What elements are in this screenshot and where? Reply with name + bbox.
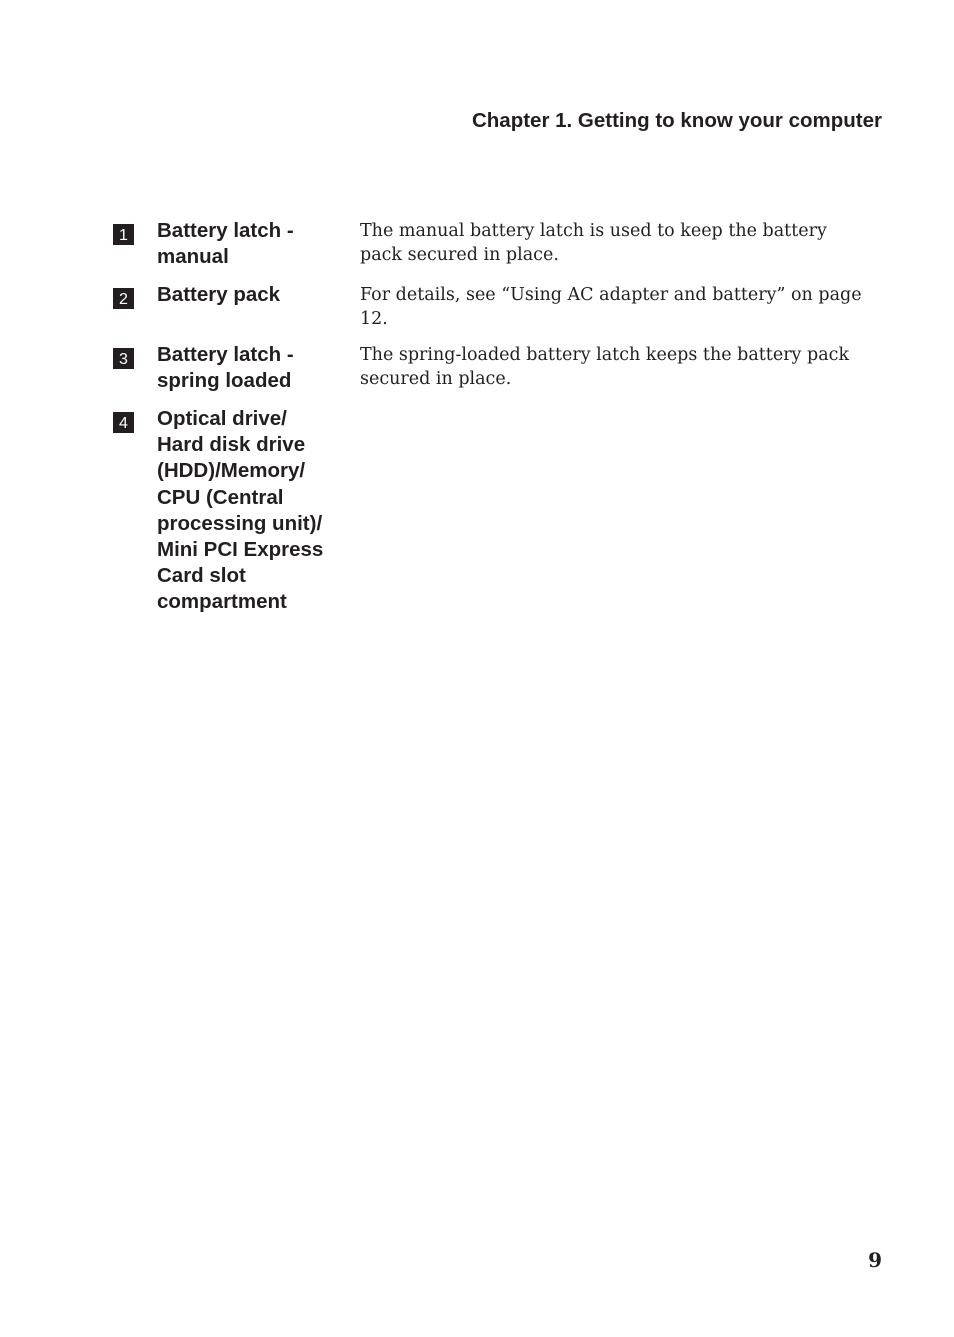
component-name-line: (HDD)/Memory/ xyxy=(157,459,306,483)
callout-number-badge: 2 xyxy=(113,288,134,309)
component-name xyxy=(157,342,347,394)
component-list xyxy=(113,218,873,616)
page-number: 9 xyxy=(868,1248,882,1272)
callout-number-badge: 1 xyxy=(113,224,134,245)
component-name-line: Mini PCI Express xyxy=(157,538,324,562)
component-name-line: Hard disk drive xyxy=(157,433,306,457)
list-item xyxy=(113,406,873,616)
chapter-header: Chapter 1. Getting to know your computer xyxy=(471,109,882,132)
component-name-line: compartment xyxy=(157,590,287,614)
component-name-line: Battery latch - xyxy=(157,343,294,366)
component-name-line: Card slot xyxy=(157,564,246,588)
list-item xyxy=(113,342,873,406)
component-name-line: CPU (Central xyxy=(157,485,284,509)
component-description: The manual battery latch is used to keep the battery pack secured in place. xyxy=(360,221,827,265)
component-description: The spring-loaded battery latch keeps the battery pack secured in place. xyxy=(360,345,850,389)
component-name-line: spring loaded xyxy=(157,369,292,393)
component-name-line: manual xyxy=(157,245,229,269)
component-name-line: processing unit)/ xyxy=(157,511,323,535)
component-name-line: Optical drive/ xyxy=(157,407,287,430)
component-name-line: Battery latch - xyxy=(157,219,294,242)
component-name xyxy=(157,282,347,308)
component-name xyxy=(157,218,347,270)
list-item xyxy=(113,218,873,282)
callout-number-badge: 4 xyxy=(113,412,134,433)
list-item xyxy=(113,282,873,342)
component-description xyxy=(360,406,873,407)
component-description: For details, see “Using AC adapter and battery” on page 12. xyxy=(360,285,862,329)
callout-number-badge: 3 xyxy=(113,348,134,369)
component-name-line: Battery pack xyxy=(157,283,281,306)
component-name xyxy=(157,406,347,616)
